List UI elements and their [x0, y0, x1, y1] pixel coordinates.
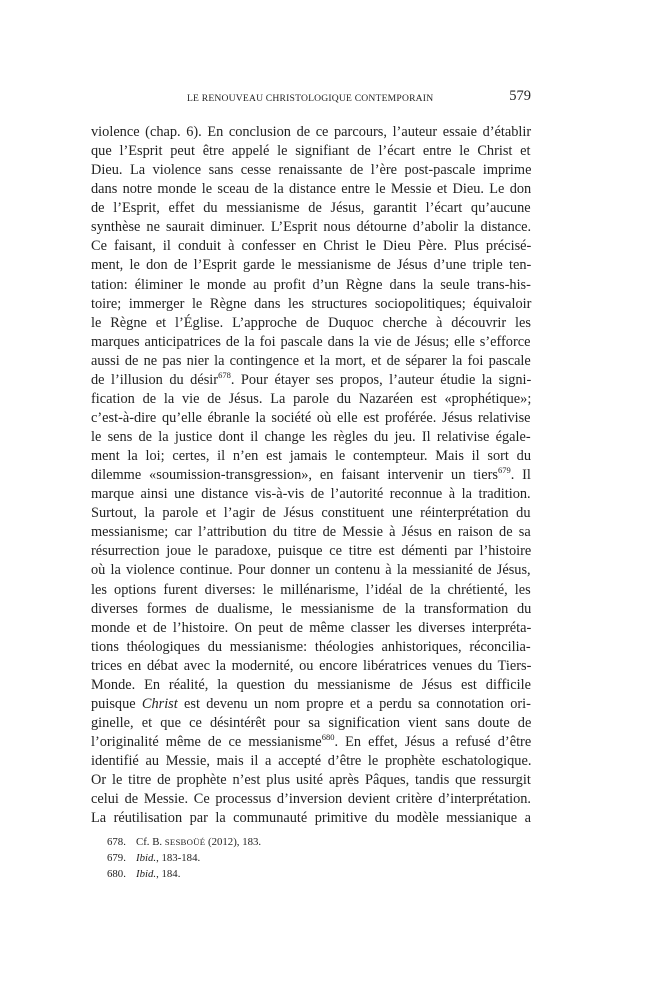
footnote-ref[interactable]: 678 — [218, 369, 231, 380]
text-span: de l’illusion du désir — [91, 371, 219, 388]
text-line: synthèse ne saurait diminuer. L’Esprit nous détourne d’abolir la distance. — [91, 219, 532, 236]
text-line: toire; immerger le Règne dans les structures sociopolitiques; équivaloir — [91, 295, 532, 312]
text-line: Ce faisant, il conduit à confesser en Christ le Dieu Père. Plus précisé- — [91, 238, 532, 255]
text-span: l’originalité même de ce messianisme — [91, 734, 322, 750]
footnote-ref[interactable]: 679 — [497, 465, 511, 476]
text-line — [91, 466, 531, 485]
footnote-text: (2012), 183. — [205, 836, 262, 848]
author-name: SESBOÜÉ — [164, 837, 206, 847]
footnote — [107, 866, 261, 882]
text-line: que l’Esprit peut être appelé le signifiant de l’écart entre le Christ et — [91, 143, 531, 160]
text-line: Or le titre de prophète n’est plus usité après Pâques, tandis que ressurgit — [91, 772, 531, 789]
text-line — [91, 695, 531, 714]
page-number: 579 — [509, 88, 531, 104]
text-span: puisque — [91, 695, 142, 712]
footnote-italic: Ibid. — [136, 852, 157, 864]
footnote-text: , 183-184. — [156, 852, 201, 864]
footnote-italic: Ibid. — [136, 868, 157, 880]
text-line: où la violence continue. Pour donner un contenu à la messianité de Jésus, — [91, 562, 531, 579]
text-line: trices en débat avec la modernité, ou encore libératrices venues du Tiers- — [91, 657, 532, 674]
text-line: ginelle, et que ce désintérêt pour sa signification vient sans doute de — [91, 714, 532, 731]
text-line: messianisme; car l’attribution du titre de Messie à Jésus en raison de sa — [91, 524, 531, 541]
running-header — [91, 88, 531, 108]
footnote-text: Cf. B. — [136, 836, 165, 848]
footnote-number: 680. — [107, 868, 126, 880]
text-line: celui de Messie. Ce processus d’inversion devient critère d’interprétation. — [91, 791, 532, 808]
footnote-number: 679. — [107, 852, 126, 864]
footnote — [107, 850, 261, 866]
footnote-ref[interactable]: 680 — [321, 732, 335, 742]
running-head-title: LE RENOUVEAU CHRISTOLOGIQUE CONTEMPORAIN — [187, 93, 434, 104]
text-span: est devenu un nom propre et a perdu sa connotation ori- — [177, 695, 531, 712]
text-line: le Règne et l’Église. L’approche de Duquoc cherche à découvrir les — [91, 314, 531, 331]
text-line: de l’Esprit, effet du messianisme de Jésus, garantit l’écart qu’aucune — [91, 200, 531, 217]
text-line: aussi de ne pas nier la contingence et la mort, et de séparer la foi pascale — [91, 352, 531, 369]
text-line: marque ainsi une distance vis-à-vis de l’autorité reconnue à la tradition. — [91, 486, 531, 503]
text-line: c’est-à-dire qu’elle ébranle la société où elle est proférée. Jésus relativise — [91, 409, 531, 426]
text-line: dans notre monde le sceau de la distance entre le Messie et Dieu. Le don — [91, 181, 532, 198]
text-line: ment, le don de l’Esprit garde le messianisme de Jésus d’une triple ten- — [91, 257, 532, 274]
text-line: violence (chap. 6). En conclusion de ce parcours, l’auteur essaie d’établir — [91, 124, 532, 140]
text-line: Dieu. La violence sans cesse renaissante de l’ère post-pascale imprime — [91, 162, 532, 179]
footnote — [107, 834, 261, 850]
footnotes — [107, 834, 261, 882]
text-span: dilemme «soumission-transgression», en faisant intervenir un tiers — [91, 467, 498, 484]
text-line: résurrection joue le paradoxe, puisque ce titre est démenti par l’histoire — [91, 543, 532, 560]
text-line: marques anticipatrices de la foi pascale dans la vie de Jésus; elle s’efforce — [91, 333, 531, 350]
footnote-text: , 184. — [156, 868, 181, 880]
text-line — [91, 733, 531, 752]
text-line: fication de la vie de Jésus. La parole du Nazaréen est «prophétique»; — [91, 390, 532, 407]
text-line: Monde. En réalité, la question du messianisme de Jésus est difficile — [91, 676, 531, 693]
text-line — [91, 371, 531, 390]
text-line: monde et de l’histoire. On peut de même classer les diverses interpréta- — [91, 619, 532, 636]
text-line: La réutilisation par la communauté primitive du modèle messianique a — [91, 810, 531, 827]
text-line: tation: éliminer le monde au profit d’un Règne dans la seule trans-his- — [91, 276, 531, 293]
text-line: Surtout, la parole et l’agir de Jésus constituent une réinterprétation du — [91, 505, 531, 522]
text-line: le sens de la justice dont il change les règles du jeu. Il relativise égale- — [91, 429, 531, 445]
footnote-number: 678. — [107, 836, 126, 848]
text-span: . En effet, Jésus a refusé d’être — [334, 734, 532, 750]
text-line: ment la loi; certes, il n’en est jamais le contempteur. Mais il sort du — [91, 448, 531, 465]
italic-term: Christ — [141, 695, 178, 712]
text-span: . Il — [510, 467, 531, 484]
text-line: les options furent diverses: le millénarisme, l’idéal de la chrétienté, les — [91, 581, 531, 598]
text-line: identifié au Messie, mais il a accepté d’être le prophète eschatologique. — [91, 753, 532, 770]
text-span: . Pour étayer ses propos, l’auteur étudie la signi- — [230, 371, 532, 388]
body-text — [91, 123, 531, 828]
text-line: tions théologiques du messianisme: théologies anhistoriques, réconcilia- — [91, 638, 531, 655]
text-line: diverses formes de dualisme, le messianisme de la transformation du — [91, 600, 532, 617]
